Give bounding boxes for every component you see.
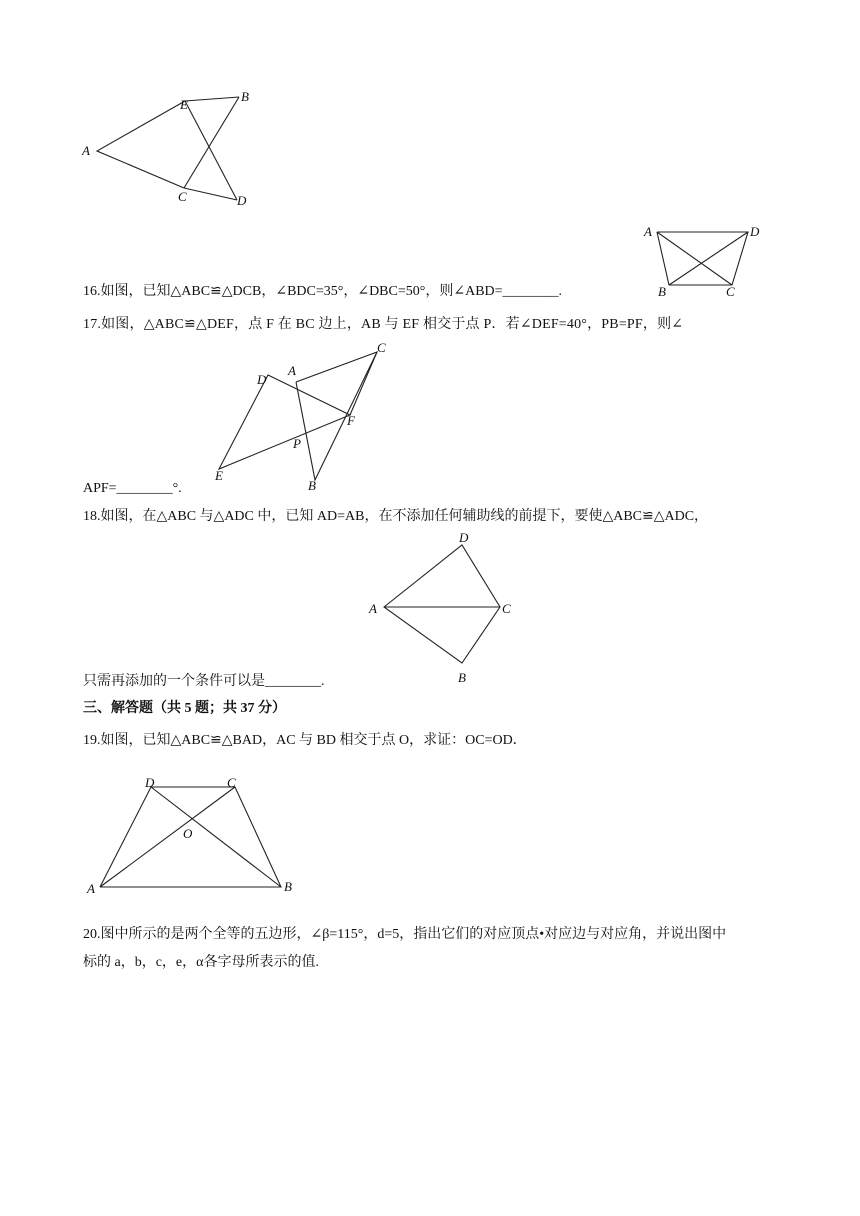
label-A: A: [288, 363, 296, 378]
label-P: P: [293, 436, 301, 451]
label-B: B: [458, 670, 466, 685]
label-A: A: [87, 881, 95, 896]
diagonal-AC: [100, 787, 235, 887]
diagonal-AC: [657, 232, 732, 285]
label-B: B: [308, 478, 316, 493]
label-E: E: [180, 97, 188, 112]
label-A: A: [644, 224, 652, 239]
question-18-line2: 只需再添加的一个条件可以是________.: [83, 674, 325, 689]
label-E: E: [215, 468, 223, 483]
label-D: D: [145, 775, 155, 790]
figure-q17: [205, 340, 405, 495]
question-18-line1: 18.如图，在△ABC 与△ADC 中，已知 AD=AB，在不添加任何辅助线的前提下，要使△ABC≌△ADC，: [83, 509, 709, 524]
quad-ADCB: [384, 545, 500, 663]
triangle-DEF: [219, 375, 350, 469]
question-17-line2: APF=________°.: [83, 481, 182, 496]
segment-FC: [350, 352, 377, 415]
label-F: F: [347, 413, 355, 428]
edge-CD: [184, 188, 237, 200]
figure-q15: [75, 85, 275, 215]
figure-q18: [365, 530, 525, 690]
label-C: C: [377, 340, 386, 355]
section-heading-3: 三、解答题（共 5 题；共 37 分）: [83, 701, 286, 716]
question-20-line1: 20.图中所示的是两个全等的五边形，∠β=115°，d=5，指出它们的对应顶点•对应边与对应角，并说出图中: [83, 927, 727, 942]
label-C: C: [726, 284, 735, 299]
diagonal-BD: [669, 232, 748, 285]
edge-EB-CD: [185, 97, 239, 101]
label-O: O: [183, 826, 193, 841]
question-17-line1: 17.如图，△ABC≌△DEF，点 F 在 BC 边上，AB 与 EF 相交于点 P．若∠DEF=40°，PB=PF，则∠: [83, 317, 684, 332]
edge-ACEB: [97, 101, 185, 188]
label-D: D: [257, 372, 267, 387]
label-D: D: [750, 224, 760, 239]
quad-outline: [657, 232, 748, 285]
edge-ED: [185, 101, 237, 200]
label-A: A: [82, 143, 90, 158]
label-B: B: [284, 879, 292, 894]
label-D: D: [459, 530, 469, 545]
label-D: D: [237, 193, 247, 208]
question-20-line2: 标的 a，b，c，e，α各字母所表示的值.: [83, 955, 319, 970]
question-19: 19.如图，已知△ABC≌△BAD，AC 与 BD 相交于点 O，求证：OC=OD．: [83, 733, 527, 748]
label-C: C: [227, 775, 236, 790]
label-C: C: [178, 189, 187, 204]
question-16: 16.如图，已知△ABC≌△DCB，∠BDC=35°，∠DBC=50°，则∠ABD=________.: [83, 284, 563, 299]
label-C: C: [502, 601, 511, 616]
label-B: B: [241, 89, 249, 104]
triangle-ABC: [296, 352, 377, 480]
diagonal-BD: [151, 787, 281, 887]
label-A: A: [369, 601, 377, 616]
label-B: B: [658, 284, 666, 299]
figure-q19: [85, 772, 315, 902]
figure-q16: [640, 222, 770, 297]
edge-BC: [184, 97, 239, 188]
